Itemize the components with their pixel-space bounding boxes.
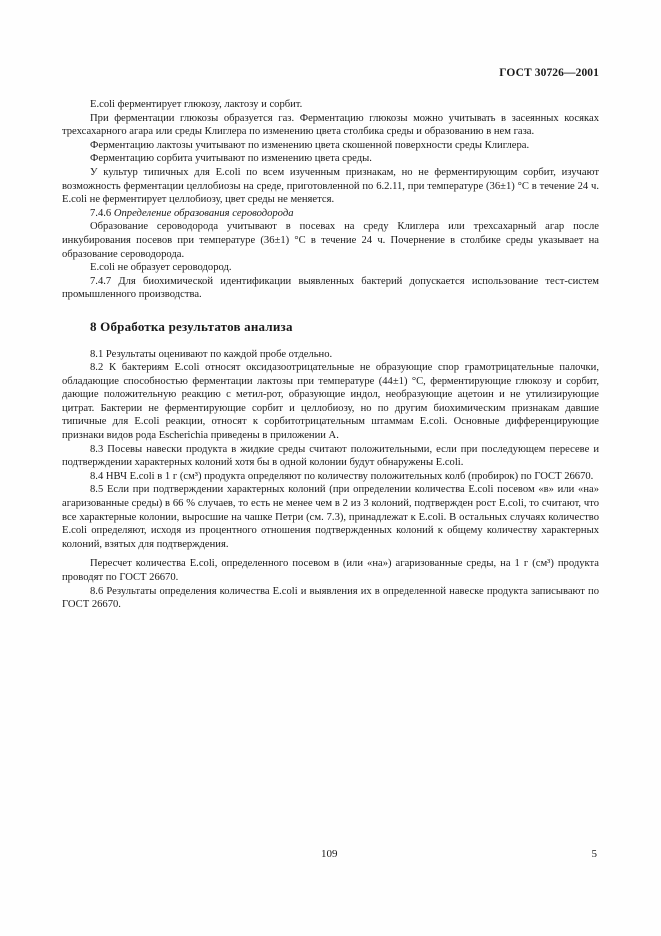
- document-body: [62, 98, 599, 612]
- paragraph: 8.1 Результаты оценивают по каждой пробе отдельно.: [90, 348, 333, 360]
- subsection-number: 7.4.6: [90, 207, 112, 219]
- paragraph: Образование сероводорода учитывают в посевах на среду Клиглера или трехсахарный агар после инкубирования посевов при температуре (36±1) °С в течение 24 ч. Почернение в столбике среды указывает на образование сероводорода.: [62, 221, 599, 260]
- paragraph: 8.2 К бактериям E.coli относят оксидазоотрицательные не образующие спор грамотрицательные палочки, обладающие способностью ферментации лактозы при температуре (44±1) °С, ферментирующие глюкозу и сорбит, дающие положительную реакцию с метил-рот, образующие индол, необразующие ацетоин и не утилизирующие цитрат. Бактерии не ферментирующие сорбит и целлобиозу, но по другим биохимическим признакам давшие типичные для E.coli реакции, относят к сорбитотрицательным штаммам E.coli. Основные дифференцирующие признаки видов рода Escherichia приведены в приложении А.: [62, 362, 599, 442]
- paragraph: 8.3 Посевы навески продукта в жидкие среды считают положительными, если при последующем пересеве и подтверждении характерных колоний хотя бы в одной колонии будут обнаружены E.coli.: [62, 443, 599, 469]
- document-header-id: ГОСТ 30726—2001: [499, 67, 599, 79]
- paragraph: При ферментации глюкозы образуется газ. Ферментацию глюкозы можно учитывать в засеянных косяках трехсахарного агара или среды Клиглера по изменению цвета столбика среды и образованию в нем газа.: [62, 112, 599, 138]
- subsection-title: Определение образования сероводорода: [113, 207, 294, 219]
- page-number-center: 109: [321, 848, 338, 860]
- page-number-right: 5: [591, 848, 597, 860]
- subsection-heading-746: [62, 207, 599, 221]
- paragraph: 8.5 Если при подтверждении характерных колоний (при определении количества E.coli посевом «в» или «на» агаризованные среды) в 66 % случаев, то есть не менее чем в 2 из 3 колоний, подтвержден рост E.coli, то считают, что все характерные колонии, выросшие на чашке Петри (см. 7.3), принадлежат к E.coli. В остальных случаях количество E.coli определяют, исходя из процентного отношения подтвержденных колоний к общему количеству характерных колоний, взятых для подтверждения.: [62, 484, 599, 550]
- paragraph: 8.6 Результаты определения количества E.coli и выявления их в определенной навеске продукта записывают по ГОСТ 26670.: [62, 585, 599, 611]
- paragraph: E.coli ферментирует глюкозу, лактозу и сорбит.: [90, 99, 303, 110]
- paragraph: У культур типичных для E.coli по всем изученным признакам, но не ферментирующим сорбит, изучают возможность ферментации целлобиозы на среде, приготовленной по 6.2.11, при температуре (36±1) °С в течение 24 ч. E.coli не ферментирует целлобиозу, цвет среды не меняется.: [62, 166, 599, 206]
- paragraph: Ферментацию лактозы учитывают по изменению цвета скошенной поверхности среды Клиглера.: [90, 139, 530, 151]
- section-heading: 8 Обработка результатов анализа: [90, 318, 293, 334]
- paragraph: 7.4.7 Для биохимической идентификации выявленных бактерий допускается использование тест-систем промышленного производства.: [62, 275, 599, 301]
- paragraph: E.coli не образует сероводород.: [90, 262, 232, 274]
- paragraph: 8.4 НВЧ E.coli в 1 г (см³) продукта определяют по количеству положительных колб (пробирок) по ГОСТ 26670.: [90, 470, 594, 482]
- paragraph: Ферментацию сорбита учитывают по изменению цвета среды.: [90, 153, 372, 165]
- paragraph: Пересчет количества E.coli, определенного посевом в (или «на») агаризованные среды, на 1 г (см³) продукта проводят по ГОСТ 26670.: [62, 558, 599, 583]
